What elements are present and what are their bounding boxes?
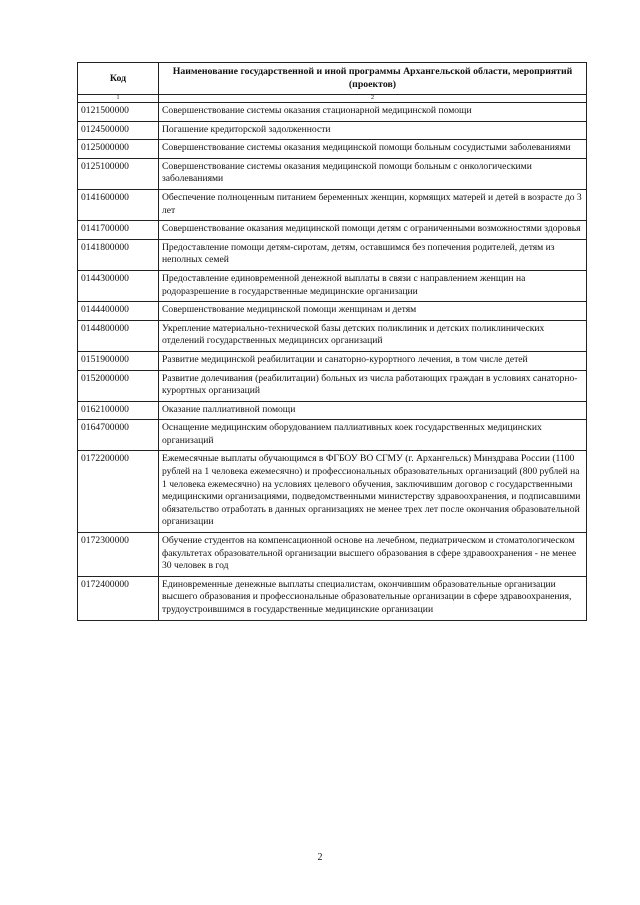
row-code: 0152000000: [78, 370, 159, 401]
program-codes-table: [77, 62, 587, 621]
row-name: Предоставление единовременной денежной выплаты в связи с направлением женщин на родоразрешение в государственные медицинские организации: [159, 270, 587, 301]
row-name: Совершенствование системы оказания стационарной медицинской помощи: [159, 103, 587, 122]
row-name: Совершенствование системы оказания медицинской помощи больным сосудистыми заболеваниями: [159, 140, 587, 159]
row-code: 0162100000: [78, 401, 159, 420]
row-code: 0144300000: [78, 270, 159, 301]
table-row: [78, 239, 587, 270]
table-body: [78, 103, 587, 621]
table-row: [78, 576, 587, 620]
table-row: [78, 420, 587, 451]
row-code: 0141600000: [78, 189, 159, 220]
row-name: Развитие долечивания (реабилитации) больных из числа работающих граждан в условиях санаторно-курортных организаций: [159, 370, 587, 401]
column-number-2: 2: [159, 95, 587, 103]
row-name: Оказание паллиативной помощи: [159, 401, 587, 420]
row-code: 0144400000: [78, 302, 159, 321]
row-name: Совершенствование оказания медицинской помощи детям с ограниченными возможностями здоровья: [159, 221, 587, 240]
code-column-header: Код: [78, 63, 159, 95]
table-row: [78, 158, 587, 189]
table-row: [78, 302, 587, 321]
row-name: Погашение кредиторской задолженности: [159, 121, 587, 140]
table-header-row: [78, 63, 587, 95]
row-name: Укрепление материально-технической базы детских поликлиник и детских поликлинических отделений государственных медицинсих организаций: [159, 320, 587, 351]
table-row: [78, 103, 587, 122]
page-number: 2: [317, 852, 323, 863]
row-code: 0125100000: [78, 158, 159, 189]
table-row: [78, 351, 587, 370]
row-code: 0125000000: [78, 140, 159, 159]
row-name: Ежемесячные выплаты обучающимся в ФГБОУ ВО СГМУ (г. Архангельск) Минздрава России (1100 рублей на 1 человека ежемесячно) и профессиональных образовательных организаций (800 рублей на 1 человека ежемесячно) на условиях целевого обучения, заключившим договор с государственными медицинскими организациями, подведомственными министерству здравоохранения, и подписавшими обязательство отработать в данных организациях не менее трех лет после окончания образовательной организации: [159, 451, 587, 533]
row-name: Предоставление помощи детям-сиротам, детям, оставшимся без попечения родителей, детям из неполных семей: [159, 239, 587, 270]
table-row: [78, 533, 587, 577]
row-name: Развитие медицинской реабилитации и санаторно-курортного лечения, в том числе детей: [159, 351, 587, 370]
table-row: [78, 140, 587, 159]
column-number-row: [78, 95, 587, 103]
row-name: Совершенствование системы оказания медицинской помощи больным с онкологическими заболеваниями: [159, 158, 587, 189]
row-name: Совершенствование медицинской помощи женщинам и детям: [159, 302, 587, 321]
table-row: [78, 221, 587, 240]
table-row: [78, 320, 587, 351]
row-code: 0121500000: [78, 103, 159, 122]
row-name: Обеспечение полноценным питанием беременных женщин, кормящих матерей и детей в возрасте до 3 лет: [159, 189, 587, 220]
table-row: [78, 401, 587, 420]
table-row: [78, 121, 587, 140]
table-row: [78, 189, 587, 220]
row-name: Единовременные денежные выплаты специалистам, окончившим образовательные организации высшего образования и профессиональные образовательные организации в сфере здравоохранения, трудоустроившимся в государственные медицинские организации: [159, 576, 587, 620]
row-code: 0172400000: [78, 576, 159, 620]
name-column-header: Наименование государственной и иной программы Архангельской области, мероприятий (проектов): [159, 63, 587, 95]
table-row: [78, 451, 587, 533]
row-code: 0172300000: [78, 533, 159, 577]
row-code: 0144800000: [78, 320, 159, 351]
row-code: 0124500000: [78, 121, 159, 140]
row-name: Оснащение медицинским оборудованием паллиативных коек государственных медицинских организаций: [159, 420, 587, 451]
row-code: 0141800000: [78, 239, 159, 270]
row-code: 0172200000: [78, 451, 159, 533]
row-code: 0164700000: [78, 420, 159, 451]
row-code: 0141700000: [78, 221, 159, 240]
table-row: [78, 270, 587, 301]
column-number-1: 1: [78, 95, 159, 103]
row-name: Обучение студентов на компенсационной основе на лечебном, педиатрическом и стоматологическом факультетах образовательной организации высшего образования в сфере здравоохранения - не менее 30 человек в год: [159, 533, 587, 577]
table-row: [78, 370, 587, 401]
row-code: 0151900000: [78, 351, 159, 370]
